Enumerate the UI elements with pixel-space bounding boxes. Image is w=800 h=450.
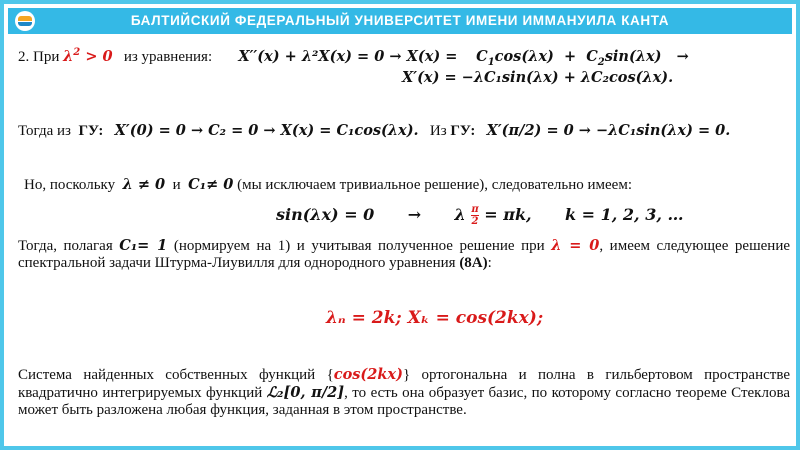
- norm-colon: :: [487, 255, 492, 271]
- derivative-formula: X′(x) = −λC₁sin(λx) + λC₂cos(λx).: [402, 69, 674, 86]
- since-text2: (мы исключаем тривиальное решение), следовательно имеем:: [237, 177, 633, 193]
- eigenvalue-derivation: [276, 204, 683, 227]
- norm-t2: (нормируем на 1) и учитывая полученное решение при: [173, 238, 545, 254]
- concl-space: ℒ₂[0, π/2]: [266, 384, 345, 401]
- concl-t1: Система найденных собственных функций {: [18, 367, 334, 383]
- concl-t2: } ортогональна и полна в гильбертовом пространстве квадратично интегрируемых функций: [18, 367, 790, 401]
- ode-equation: X′′(x) + λ²X(x) = 0 → X(x) =: [238, 47, 458, 65]
- bc-then: Тогда из: [18, 123, 71, 139]
- result-lambda: λ: [454, 205, 466, 224]
- cond-lambda: λ: [63, 47, 74, 65]
- eigen-formula: λₙ = 2k; Xₖ = cos(2kx);: [326, 308, 544, 328]
- since-and: и: [172, 177, 181, 193]
- sin-equation: sin(λx) = 0: [276, 205, 375, 224]
- step2-label: 2. При: [18, 48, 60, 65]
- pik: = πk,: [484, 205, 532, 224]
- pi-half-fraction: [471, 204, 478, 227]
- norm-lambda0: λ = 0: [551, 237, 600, 254]
- norm-c1: C₁= 1: [119, 237, 168, 254]
- cond-rhs: > 0: [80, 47, 113, 65]
- k-values: k = 1, 2, 3, …: [565, 205, 684, 224]
- bc-eq2: X′(π/2) = 0 → −λC₁sin(λx) = 0.: [486, 122, 731, 139]
- sol-c1-sub: 1: [487, 56, 495, 68]
- c1-nonzero: C₁≠ 0: [188, 176, 234, 193]
- normalize-paragraph: [18, 237, 790, 272]
- concl-func: cos(2kx): [333, 366, 403, 383]
- norm-t3: , имеем следующее решение спектральной задачи Штурма-Лиувилля для однородного уравнения: [18, 238, 791, 271]
- header-bar: [8, 8, 792, 34]
- sol-plus: +: [563, 47, 577, 65]
- sol-c1: C: [476, 47, 488, 65]
- bc-from2: Из: [429, 123, 447, 139]
- sol-cos: cos(λx): [494, 47, 554, 65]
- general-solution: [476, 47, 689, 68]
- result-arrow: →: [407, 205, 422, 224]
- sol-sin: sin(λx): [604, 47, 662, 65]
- from-equation-text: из уравнения:: [123, 48, 213, 65]
- concl-t3: , то есть она образует базис, по которому согласно теореме Стеклова может быть разложена любая функция, заданная в этом пространстве.: [18, 385, 791, 418]
- bc-gu1: ГУ:: [78, 123, 104, 139]
- bc-gu2: ГУ:: [450, 123, 476, 139]
- norm-eqref: (8А): [459, 255, 488, 271]
- sol-c2-sub: 2: [597, 56, 605, 68]
- since-line: [24, 176, 632, 194]
- cond-power: 2: [73, 47, 81, 58]
- lambda-condition: [63, 48, 112, 65]
- norm-t1: Тогда, полагая: [18, 238, 113, 254]
- bc-eq1: X′(0) = 0 → C₂ = 0 → X(x) = C₁cos(λx).: [114, 122, 419, 139]
- sol-c2: C: [586, 47, 598, 65]
- sol-arrow: →: [676, 47, 689, 65]
- conclusion-paragraph: [18, 366, 790, 419]
- since-text1: Но, поскольку: [24, 177, 116, 193]
- frac-num: π: [471, 204, 479, 215]
- frac-den: 2: [471, 216, 479, 227]
- step2-line: [18, 44, 689, 72]
- lambda-nonzero: λ ≠ 0: [122, 176, 166, 193]
- boundary-line: [18, 122, 730, 140]
- header-title: БАЛТИЙСКИЙ ФЕДЕРАЛЬНЫЙ УНИВЕРСИТЕТ ИМЕНИ ИММАНУИЛА КАНТА: [130, 13, 670, 28]
